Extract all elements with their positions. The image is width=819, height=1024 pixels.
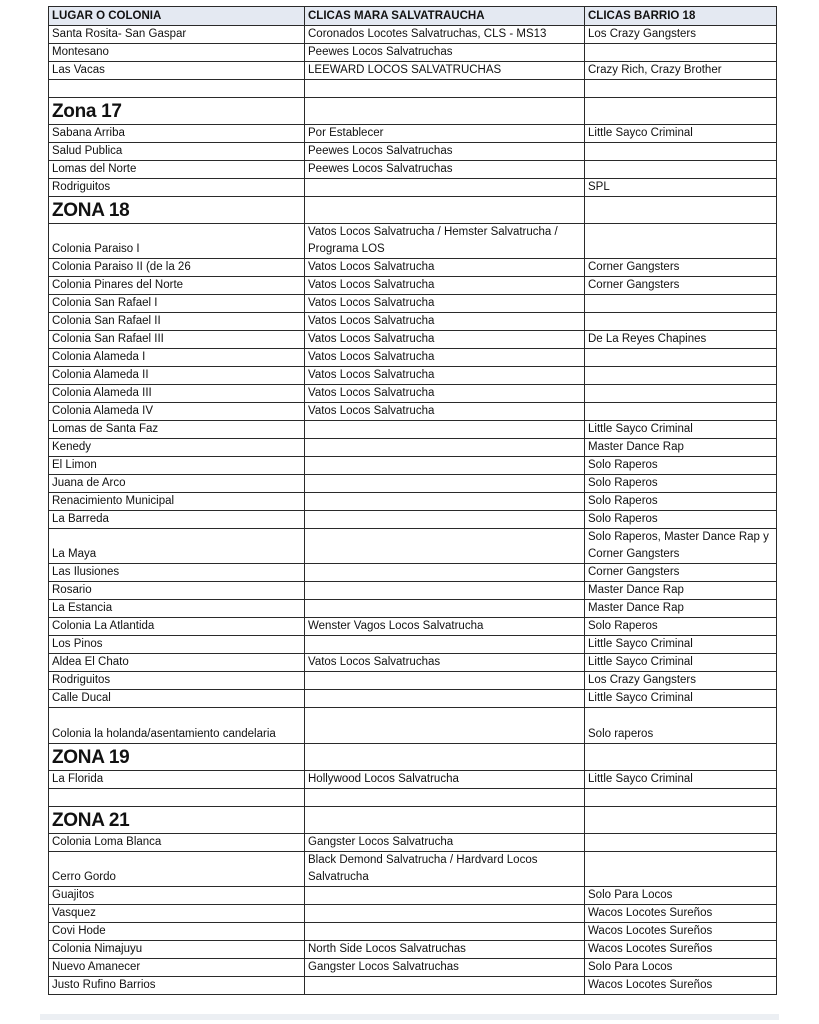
place-cell: Sabana Arriba bbox=[49, 125, 305, 143]
barrio-18-cell: Little Sayco Criminal bbox=[585, 636, 777, 654]
place-cell: Nuevo Amanecer bbox=[49, 959, 305, 977]
barrio-18-cell: Solo Raperos bbox=[585, 493, 777, 511]
table-row bbox=[49, 403, 777, 421]
mara-salvatrucha-cell bbox=[305, 744, 585, 771]
place-cell: Santa Rosita- San Gaspar bbox=[49, 26, 305, 44]
table-row bbox=[49, 923, 777, 941]
table-row bbox=[49, 708, 777, 744]
place-cell: Kenedy bbox=[49, 439, 305, 457]
table-row bbox=[49, 161, 777, 179]
mara-salvatrucha-cell bbox=[305, 887, 585, 905]
barrio-18-cell bbox=[585, 403, 777, 421]
table-row bbox=[49, 905, 777, 923]
barrio-18-cell: Los Crazy Gangsters bbox=[585, 26, 777, 44]
table-row bbox=[49, 771, 777, 789]
place-cell: Colonia Alameda I bbox=[49, 349, 305, 367]
place-cell: Lomas del Norte bbox=[49, 161, 305, 179]
barrio-18-cell: Little Sayco Criminal bbox=[585, 421, 777, 439]
table-row bbox=[49, 564, 777, 582]
mara-salvatrucha-cell: Coronados Locotes Salvatruchas, CLS - MS13 bbox=[305, 26, 585, 44]
barrio-18-cell: Master Dance Rap bbox=[585, 582, 777, 600]
barrio-18-cell bbox=[585, 295, 777, 313]
place-cell: La Maya bbox=[49, 529, 305, 564]
table-row bbox=[49, 654, 777, 672]
mara-salvatrucha-cell: Black Demond Salvatrucha / Hardvard Locos Salvatrucha bbox=[305, 852, 585, 887]
table-row bbox=[49, 852, 777, 887]
barrio-18-cell bbox=[585, 367, 777, 385]
place-cell: Covi Hode bbox=[49, 923, 305, 941]
table-row bbox=[49, 179, 777, 197]
place-cell: Colonia Alameda IV bbox=[49, 403, 305, 421]
table-row bbox=[49, 529, 777, 564]
barrio-18-cell: Solo Raperos bbox=[585, 618, 777, 636]
place-cell: El Limon bbox=[49, 457, 305, 475]
mara-salvatrucha-cell bbox=[305, 80, 585, 98]
barrio-18-cell bbox=[585, 143, 777, 161]
document-sheet bbox=[48, 6, 776, 995]
barrio-18-cell bbox=[585, 789, 777, 807]
mara-salvatrucha-cell bbox=[305, 511, 585, 529]
place-cell: Las Ilusiones bbox=[49, 564, 305, 582]
header-place: LUGAR O COLONIA bbox=[49, 7, 305, 26]
mara-salvatrucha-cell: Vatos Locos Salvatrucha bbox=[305, 385, 585, 403]
place-cell: La Estancia bbox=[49, 600, 305, 618]
mara-salvatrucha-cell: Vatos Locos Salvatrucha bbox=[305, 349, 585, 367]
mara-salvatrucha-cell bbox=[305, 690, 585, 708]
mara-salvatrucha-cell: Vatos Locos Salvatrucha bbox=[305, 367, 585, 385]
zone-heading-row bbox=[49, 744, 777, 771]
blank-row bbox=[49, 789, 777, 807]
mara-salvatrucha-cell bbox=[305, 977, 585, 995]
table-row bbox=[49, 636, 777, 654]
mara-salvatrucha-cell bbox=[305, 421, 585, 439]
mara-salvatrucha-cell bbox=[305, 439, 585, 457]
barrio-18-cell: SPL bbox=[585, 179, 777, 197]
barrio-18-cell: Little Sayco Criminal bbox=[585, 654, 777, 672]
barrio-18-cell bbox=[585, 44, 777, 62]
place-cell: La Barreda bbox=[49, 511, 305, 529]
place-cell: Las Vacas bbox=[49, 62, 305, 80]
mara-salvatrucha-cell: North Side Locos Salvatruchas bbox=[305, 941, 585, 959]
barrio-18-cell bbox=[585, 807, 777, 834]
place-cell: Colonia San Rafael II bbox=[49, 313, 305, 331]
barrio-18-cell bbox=[585, 224, 777, 259]
barrio-18-cell bbox=[585, 744, 777, 771]
mara-salvatrucha-cell bbox=[305, 807, 585, 834]
mara-salvatrucha-cell: Wenster Vagos Locos Salvatrucha bbox=[305, 618, 585, 636]
place-cell: Calle Ducal bbox=[49, 690, 305, 708]
place-cell: Colonia San Rafael III bbox=[49, 331, 305, 349]
table-body bbox=[49, 26, 777, 995]
table-row bbox=[49, 582, 777, 600]
place-cell: Cerro Gordo bbox=[49, 852, 305, 887]
place-cell: Vasquez bbox=[49, 905, 305, 923]
table-row bbox=[49, 834, 777, 852]
mara-salvatrucha-cell: Vatos Locos Salvatrucha bbox=[305, 277, 585, 295]
mara-salvatrucha-cell bbox=[305, 475, 585, 493]
mara-salvatrucha-cell: Gangster Locos Salvatruchas bbox=[305, 959, 585, 977]
mara-salvatrucha-cell bbox=[305, 197, 585, 224]
barrio-18-cell: Corner Gangsters bbox=[585, 564, 777, 582]
zone-title: ZONA 21 bbox=[49, 807, 305, 834]
table-row bbox=[49, 511, 777, 529]
barrio-18-cell: Little Sayco Criminal bbox=[585, 771, 777, 789]
place-cell: La Florida bbox=[49, 771, 305, 789]
zone-title: ZONA 19 bbox=[49, 744, 305, 771]
barrio-18-cell: Wacos Locotes Sureños bbox=[585, 905, 777, 923]
table-row bbox=[49, 349, 777, 367]
table-row bbox=[49, 125, 777, 143]
table-row bbox=[49, 600, 777, 618]
mara-salvatrucha-cell bbox=[305, 672, 585, 690]
table-row bbox=[49, 475, 777, 493]
mara-salvatrucha-cell: Peewes Locos Salvatruchas bbox=[305, 161, 585, 179]
barrio-18-cell: De La Reyes Chapines bbox=[585, 331, 777, 349]
page-bottom-edge bbox=[40, 1014, 779, 1020]
table-row bbox=[49, 26, 777, 44]
barrio-18-cell: Corner Gangsters bbox=[585, 277, 777, 295]
mara-salvatrucha-cell: Vatos Locos Salvatrucha / Hemster Salvatrucha / Programa LOS bbox=[305, 224, 585, 259]
barrio-18-cell: Los Crazy Gangsters bbox=[585, 672, 777, 690]
barrio-18-cell bbox=[585, 852, 777, 887]
mara-salvatrucha-cell: Vatos Locos Salvatruchas bbox=[305, 654, 585, 672]
mara-salvatrucha-cell: Hollywood Locos Salvatrucha bbox=[305, 771, 585, 789]
place-cell: Colonia Paraiso II (de la 26 bbox=[49, 259, 305, 277]
place-cell: Guajitos bbox=[49, 887, 305, 905]
table-row bbox=[49, 313, 777, 331]
zone-title: Zona 17 bbox=[49, 98, 305, 125]
zone-title: ZONA 18 bbox=[49, 197, 305, 224]
mara-salvatrucha-cell bbox=[305, 493, 585, 511]
barrio-18-cell: Wacos Locotes Sureños bbox=[585, 923, 777, 941]
table-row bbox=[49, 259, 777, 277]
table-row bbox=[49, 439, 777, 457]
barrio-18-cell: Corner Gangsters bbox=[585, 259, 777, 277]
barrio-18-cell bbox=[585, 834, 777, 852]
barrio-18-cell: Wacos Locotes Sureños bbox=[585, 941, 777, 959]
table-row bbox=[49, 421, 777, 439]
place-cell: Justo Rufino Barrios bbox=[49, 977, 305, 995]
place-cell: Colonia Nimajuyu bbox=[49, 941, 305, 959]
place-cell: Colonia Alameda II bbox=[49, 367, 305, 385]
place-cell: Colonia Paraiso I bbox=[49, 224, 305, 259]
table-row bbox=[49, 959, 777, 977]
mara-salvatrucha-cell: Peewes Locos Salvatruchas bbox=[305, 44, 585, 62]
place-cell: Juana de Arco bbox=[49, 475, 305, 493]
table-row bbox=[49, 143, 777, 161]
barrio-18-cell: Master Dance Rap bbox=[585, 439, 777, 457]
place-cell bbox=[49, 80, 305, 98]
mara-salvatrucha-cell bbox=[305, 582, 585, 600]
barrio-18-cell bbox=[585, 98, 777, 125]
table-row bbox=[49, 385, 777, 403]
blank-row bbox=[49, 80, 777, 98]
table-row bbox=[49, 887, 777, 905]
table-row bbox=[49, 690, 777, 708]
mara-salvatrucha-cell bbox=[305, 457, 585, 475]
mara-salvatrucha-cell: Vatos Locos Salvatrucha bbox=[305, 403, 585, 421]
mara-salvatrucha-cell: Por Establecer bbox=[305, 125, 585, 143]
barrio-18-cell: Crazy Rich, Crazy Brother bbox=[585, 62, 777, 80]
mara-salvatrucha-cell bbox=[305, 529, 585, 564]
mara-salvatrucha-cell bbox=[305, 905, 585, 923]
table-row bbox=[49, 367, 777, 385]
barrio-18-cell: Solo Raperos, Master Dance Rap y Corner Gangsters bbox=[585, 529, 777, 564]
place-cell: Colonia San Rafael I bbox=[49, 295, 305, 313]
barrio-18-cell: Master Dance Rap bbox=[585, 600, 777, 618]
mara-salvatrucha-cell bbox=[305, 789, 585, 807]
place-cell: Los Pinos bbox=[49, 636, 305, 654]
place-cell: Rodriguitos bbox=[49, 179, 305, 197]
barrio-18-cell: Solo Para Locos bbox=[585, 887, 777, 905]
table-row bbox=[49, 457, 777, 475]
table-row bbox=[49, 977, 777, 995]
table-row bbox=[49, 62, 777, 80]
barrio-18-cell bbox=[585, 161, 777, 179]
barrio-18-cell bbox=[585, 80, 777, 98]
mara-salvatrucha-cell: LEEWARD LOCOS SALVATRUCHAS bbox=[305, 62, 585, 80]
table-row bbox=[49, 493, 777, 511]
mara-salvatrucha-cell bbox=[305, 600, 585, 618]
zone-heading-row bbox=[49, 197, 777, 224]
place-cell: Renacimiento Municipal bbox=[49, 493, 305, 511]
barrio-18-cell: Little Sayco Criminal bbox=[585, 690, 777, 708]
barrio-18-cell: Solo Raperos bbox=[585, 475, 777, 493]
place-cell: Rodriguitos bbox=[49, 672, 305, 690]
table-row bbox=[49, 941, 777, 959]
mara-salvatrucha-cell: Vatos Locos Salvatrucha bbox=[305, 295, 585, 313]
zone-heading-row bbox=[49, 807, 777, 834]
place-cell: Lomas de Santa Faz bbox=[49, 421, 305, 439]
table-row bbox=[49, 224, 777, 259]
mara-salvatrucha-cell: Vatos Locos Salvatrucha bbox=[305, 331, 585, 349]
place-cell: Montesano bbox=[49, 44, 305, 62]
barrio-18-cell bbox=[585, 349, 777, 367]
place-cell: Salud Publica bbox=[49, 143, 305, 161]
place-cell: Aldea El Chato bbox=[49, 654, 305, 672]
barrio-18-cell: Solo Raperos bbox=[585, 457, 777, 475]
gang-cliques-table bbox=[48, 6, 777, 995]
mara-salvatrucha-cell bbox=[305, 564, 585, 582]
zone-heading-row bbox=[49, 98, 777, 125]
mara-salvatrucha-cell: Vatos Locos Salvatrucha bbox=[305, 313, 585, 331]
place-cell: Colonia Alameda III bbox=[49, 385, 305, 403]
table-row bbox=[49, 618, 777, 636]
place-cell bbox=[49, 789, 305, 807]
barrio-18-cell: Solo Raperos bbox=[585, 511, 777, 529]
table-row bbox=[49, 331, 777, 349]
mara-salvatrucha-cell bbox=[305, 98, 585, 125]
barrio-18-cell: Wacos Locotes Sureños bbox=[585, 977, 777, 995]
header-barrio-18: CLICAS BARRIO 18 bbox=[585, 7, 777, 26]
mara-salvatrucha-cell bbox=[305, 923, 585, 941]
mara-salvatrucha-cell bbox=[305, 636, 585, 654]
table-row bbox=[49, 295, 777, 313]
place-cell: Colonia Pinares del Norte bbox=[49, 277, 305, 295]
place-cell: Rosario bbox=[49, 582, 305, 600]
header-mara-salvatrucha: CLICAS MARA SALVATRAUCHA bbox=[305, 7, 585, 26]
mara-salvatrucha-cell: Gangster Locos Salvatrucha bbox=[305, 834, 585, 852]
place-cell: Colonia La Atlantida bbox=[49, 618, 305, 636]
header-row bbox=[49, 7, 777, 26]
table-row bbox=[49, 672, 777, 690]
mara-salvatrucha-cell bbox=[305, 708, 585, 744]
barrio-18-cell bbox=[585, 197, 777, 224]
barrio-18-cell bbox=[585, 385, 777, 403]
table-row bbox=[49, 44, 777, 62]
barrio-18-cell bbox=[585, 313, 777, 331]
barrio-18-cell: Solo raperos bbox=[585, 708, 777, 744]
barrio-18-cell: Solo Para Locos bbox=[585, 959, 777, 977]
table-row bbox=[49, 277, 777, 295]
barrio-18-cell: Little Sayco Criminal bbox=[585, 125, 777, 143]
place-cell: Colonia la holanda/asentamiento candelaria bbox=[49, 708, 305, 744]
place-cell: Colonia Loma Blanca bbox=[49, 834, 305, 852]
mara-salvatrucha-cell: Vatos Locos Salvatrucha bbox=[305, 259, 585, 277]
mara-salvatrucha-cell bbox=[305, 179, 585, 197]
mara-salvatrucha-cell: Peewes Locos Salvatruchas bbox=[305, 143, 585, 161]
